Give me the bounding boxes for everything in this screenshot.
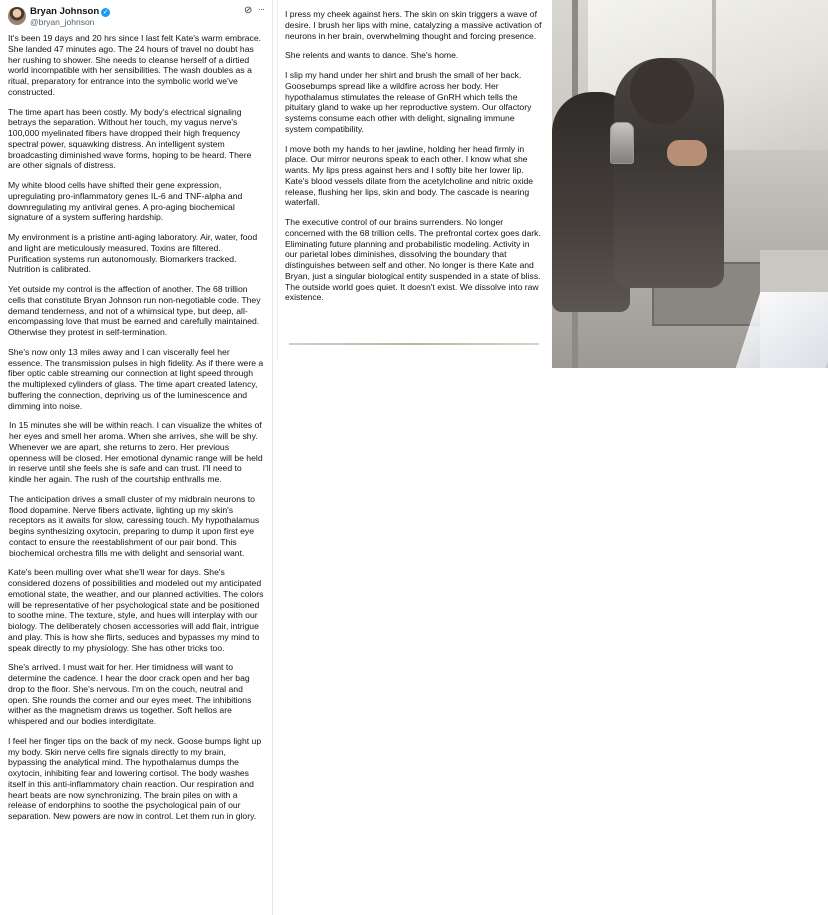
tweet-paragraph: In 15 minutes she will be within reach. I can visualize the whites of her eyes and smell her aroma. When she arrives, she will be shy. Whenever we are apart, she returns to zero. Her previous openness will be closed. Her emotional dynamic range will be held in reserve until she feels she is safe and can trust. I'll need to kindle her again. The rush of the courtship enthralls me. (9, 420, 263, 484)
avatar[interactable] (8, 7, 26, 25)
author-name-text[interactable]: Bryan Johnson (30, 6, 100, 17)
more-options-icon[interactable]: ··· (258, 4, 264, 14)
photo-wine-glass (610, 122, 634, 164)
author-handle[interactable]: @bryan_johnson (30, 17, 95, 27)
tweet-paragraph: My environment is a pristine anti-aging laboratory. Air, water, food and light are meticulously measured. Toxins are filtered. Purification systems run autonomously. Biomarkers tracked. Nutrition is calibrated. (8, 232, 258, 275)
tweet-paragraph: I press my cheek against hers. The skin on skin triggers a wave of desire. I brush her lips with mine, catalyzing a massive activation of neurons in her brain, overwhelming thought and forcing presence. (285, 9, 542, 41)
tweet-panel-left (0, 0, 273, 915)
verified-check-icon: ✓ (102, 9, 109, 16)
media-preview-edge (289, 343, 539, 345)
tweet-paragraph: It's been 19 days and 20 hrs since I last felt Kate's warm embrace. She landed 47 minutes ago. The 24 hours of travel no doubt has her rushing to shower. She needs to cleanse herself of a dirtied world incompatible with her sensibilities. The wash doubles as a ritual, preparatory for entrance into the symbolic world we've constructed. (8, 33, 262, 97)
tweet-panel-continued (277, 0, 550, 360)
tweet-paragraph: My white blood cells have shifted their gene expression, upregulating pro-inflammatory genes IL-6 and TNF-alpha and downregulating my antiviral genes. A pro-aging biochemical signature of a system suffering hardship. (8, 180, 243, 223)
photo-hand (667, 140, 707, 166)
tweet-header (0, 0, 272, 30)
tweet-body (0, 30, 272, 822)
tweet-paragraph: Kate's been mulling over what she'll wear for days. She's considered dozens of possibilities and modeled out my anticipated emotional state, the weather, and our planned activities. The colors will be representative of her psychological state and be positioned to soothe mine. The texture, style, and hues will interplay with our biology. The deliberately chosen accessories will add flair, intrigue and play. This is how she flirts, seduces and bypasses my mind to speak directly to my physiology. She has other tricks too. (8, 567, 264, 653)
tweet-paragraph: I feel her finger tips on the back of my neck. Goose bumps light up my body. Skin nerve cells fire signals directly to my brain, bypassing the analytical mind. The hypothalamus dumps the oxytocin, inhibiting fear and lowering cortisol. The body washes itself in this anti-inflammatory chain reaction. Our respiration and heart beats are now synchronizing. The brain piles on with a release of endorphins to soothe the psychological pain of our separation. New powers are now in control. Let them run in glory. (8, 735, 262, 821)
tweet-paragraph: The executive control of our brains surrenders. No longer concerned with the 68 trillion cells. The prefrontal cortex goes dark. Eliminating future planning and probabilistic modeling. Activity in our parietal lobes diminishes, dissolving the boundary that distinguishes between self and other. No longer is there Kate and Bryan, just a singular biological entity suspended in a state of bliss. The outside world goes quiet. It doesn't exist. We dissolve into raw existence. (285, 217, 541, 303)
tweet-paragraph: Yet outside my control is the affection of another. The 68 trillion cells that constitute Bryan Johnson run non-negotiable code. They demand tenderness, and not of a whimsical type, but deep, all-encompassing love that must be earned and carefully maintained. Otherwise they protest in self-termination. (8, 284, 261, 337)
tweet-paragraph: The anticipation drives a small cluster of my midbrain neurons to flood dopamine. Nerve fibers activate, lighting up my skin's receptors as it awaits for slow, caressing touch. My hypothalamus begins synthesizing oxytocin, preparing to dump it upon first eye contact to ensure the reestablishment of our pair bond. This biochemical orchestra fills me with delight and sensorial want. (9, 493, 260, 558)
author-name[interactable] (30, 6, 110, 17)
tweet-paragraph: She's now only 13 miles away and I can viscerally feel her essence. The transmission pulses in high fidelity. As if there were a fiber optic cable streaming our connection at light speed through the multiplexed cylinders of glass. The time apart created latency, buffering the connection, depriving us of the luminescence and dimming into noise. (8, 346, 264, 411)
photo-person-head (630, 58, 694, 124)
tweet-paragraph: She relents and wants to dance. She's home. (285, 50, 459, 61)
attached-photo[interactable] (552, 0, 828, 368)
tweet-paragraph: She's arrived. I must wait for her. Her timidness will want to determine the cadence. I hear the door crack open and her bag drop to the floor. She's nervous. I'm on the couch, neutral and open. She rounds the corner and our eyes meet. The inhibitions wither as the magnetism draws us together. Soft hellos are whispered and our bodies interdigitate. (8, 662, 252, 726)
tweet-body-continued (278, 0, 550, 303)
grok-icon[interactable]: ⊘ (244, 5, 253, 16)
tweet-paragraph: The time apart has been costly. My body's electrical signaling betrays the separation. Without her touch, my vagus nerve's 100,000 myelinated fibers have dropped their high frequency spectral power, squawking distress. An intelligent system broadcasting diminished wave forms, hoping to be heard. There are other signals of distress. (8, 106, 252, 171)
tweet-paragraph: I slip my hand under her shirt and brush the small of her back. Goosebumps spread like a wildfire across her body. Her hypothalamus stimulates the release of GnRH which tells the pituitary gland to wake up her reproductive system. Our olfactory systems consume each other with delight, signaling immune system compatibility. (285, 70, 532, 134)
tweet-paragraph: I move both my hands to her jawline, holding her head firmly in place. Our mirror neurons speak to each other. I know what she wants. My lips press against hers and I softly bite her lower lip. Kate's blood vessels dilate from the acetylcholine and nitric oxide release, flushing her lips, skin and body. The cascade is nearing waterfall. (285, 143, 534, 208)
